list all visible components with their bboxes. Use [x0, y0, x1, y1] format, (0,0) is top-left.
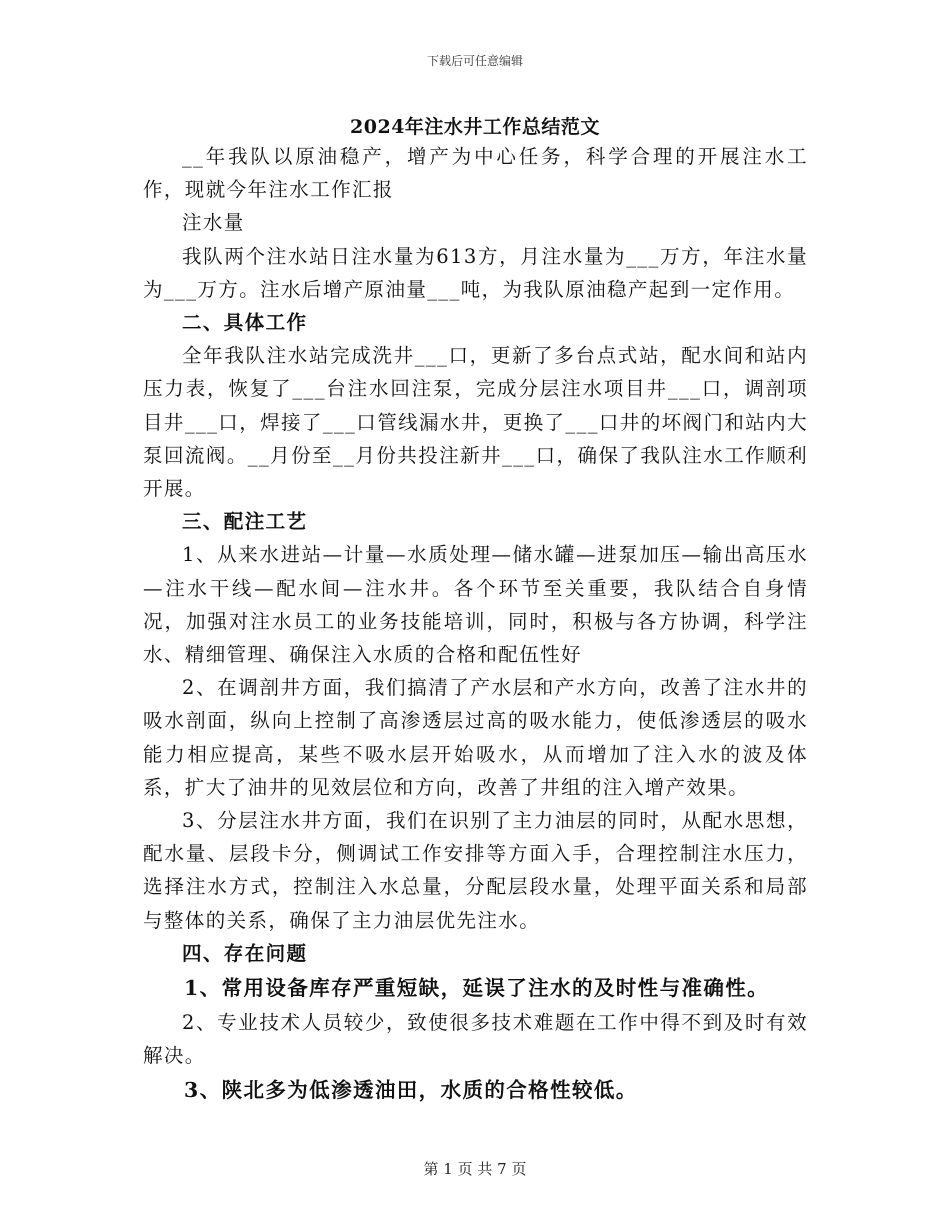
process-item-3: 3、分层注水井方面，我们在识别了主力油层的同时，从配水思想，配水量、层段卡分，侧调试工作安排等方面入手，合理控制注水压力，选择注水方式，控制注入水总量，分配层段水量，处理平面关系和局部与整体的关系，确保了主力油层优先注水。: [143, 809, 808, 932]
process-item-2: 2、在调剖井方面，我们搞清了产水层和产水方向，改善了注水井的吸水剖面，纵向上控制了高渗透层过高的吸水能力，使低渗透层的吸水能力相应提高，某些不吸水层开始吸水，从而增加了注入水的波及体系，扩大了油井的见效层位和方向，改善了井组的注入增产效果。: [143, 676, 808, 799]
problem-item-2: 2、专业技术人员较少，致使很多技术难题在工作中得不到及时有效解决。: [143, 1011, 808, 1068]
page-footer: 第 1 页 共 7 页: [423, 1160, 527, 1178]
intro-paragraph: __年我队以原油稳产，增产为中心任务，科学合理的开展注水工作，现就今年注水工作汇报: [143, 145, 808, 202]
injection-volume-paragraph: 我队两个注水站日注水量为613方，月注水量为___万方，年注水量为___万方。注水后增产原油量___吨，为我队原油稳产起到一定作用。: [143, 244, 808, 301]
document-title: 2024年注水井工作总结范文: [350, 116, 600, 138]
process-item-1: 1、从来水进站—计量—水质处理—储水罐—进泵加压—输出高压水—注水干线—配水间—注水井。各个环节至关重要，我队结合自身情况，加强对注水员工的业务技能培训，同时，积极与各方协调，科学注水、精细管理、确保注入水质的合格和配伍性好: [143, 543, 808, 667]
specific-work-paragraph: 全年我队注水站完成洗井___口，更新了多台点式站，配水间和站内压力表，恢复了___台注水回注泵，完成分层注水项目井___口，调剖项目井___口，焊接了___口管线漏水井，更换了___口井的坏阀门和站内大泵回流阀。__月份至__月份共投注新井___口，确保了我队注水工作顺利开展。: [143, 344, 808, 501]
section-heading-specific-work: 二、具体工作: [182, 311, 308, 335]
problem-item-3: 3、陕北多为低渗透油田，水质的合格性较低。: [184, 1078, 638, 1103]
section-heading-problems: 四、存在问题: [182, 941, 308, 965]
problem-item-1: 1、常用设备库存严重短缺，延误了注水的及时性与准确性。: [184, 976, 770, 1001]
section-label-injection-volume: 注水量: [182, 211, 245, 235]
document-body: [143, 140, 808, 1108]
header-note: 下载后可任意编辑: [426, 54, 523, 68]
section-heading-process: 三、配注工艺: [182, 510, 308, 534]
